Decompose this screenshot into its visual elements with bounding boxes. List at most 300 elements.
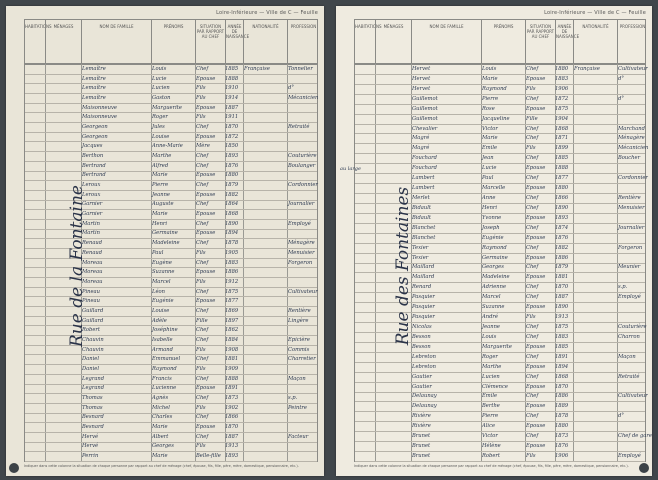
row-birth-year: 1880 — [555, 185, 569, 192]
row-relation: Chef — [196, 356, 209, 363]
row-family-name: Guillard — [82, 317, 104, 324]
row-relation: Chef — [526, 333, 539, 340]
row-profession: Couturière — [618, 324, 647, 330]
row-family-name: Daniel — [82, 356, 99, 363]
row-family-name: Brunet — [412, 453, 431, 460]
row-given-name: Emile — [482, 145, 498, 152]
row-profession: Ménagère — [288, 240, 315, 247]
row-birth-year: 1906 — [555, 453, 569, 460]
row-nationality: Française — [574, 65, 600, 72]
row-nationality — [574, 392, 616, 400]
col-nationalite: NATIONALITÉ — [243, 20, 287, 64]
row-profession: Cordonnier — [288, 182, 318, 189]
row-birth-year: 1913 — [225, 443, 239, 450]
row-relation: Chef — [526, 433, 539, 440]
row-nationality — [574, 323, 616, 331]
row-family-name: Chauvin — [82, 336, 104, 343]
row-birth-year: 1873 — [555, 433, 569, 440]
row-profession — [288, 297, 328, 305]
row-profession — [288, 133, 328, 141]
row-birth-year: 1891 — [555, 353, 569, 360]
row-relation: Chef — [196, 307, 209, 314]
row-relation: Epouse — [526, 274, 546, 281]
row-family-name: Hervé — [82, 443, 99, 450]
row-nationality — [244, 394, 286, 402]
row-family-name: Delaunay — [412, 393, 437, 400]
row-relation: Chef — [526, 294, 539, 301]
row-nationality — [574, 105, 616, 113]
row-profession — [288, 75, 328, 83]
row-relation: Fille — [196, 317, 208, 324]
row-profession — [618, 402, 658, 410]
row-nationality — [574, 234, 616, 242]
left-street-name: Rue de la Fontaine — [67, 185, 87, 347]
row-family-name: Renaud — [82, 240, 103, 247]
row-family-name: Pasquier — [412, 304, 435, 311]
row-family-name: Besson — [412, 333, 431, 340]
row-birth-year: 1886 — [555, 393, 569, 400]
row-birth-year: 1875 — [555, 324, 569, 330]
row-given-name: Jacqueline — [482, 115, 510, 122]
row-birth-year: 1870 — [225, 424, 239, 431]
row-family-name: Pasquier — [412, 314, 435, 321]
row-birth-year: 1890 — [225, 220, 239, 227]
row-nationality — [244, 123, 286, 131]
row-birth-year: 1869 — [225, 307, 239, 314]
row-relation: Fils — [196, 85, 206, 92]
row-nationality — [574, 273, 616, 281]
left-page-header: Loire-Inférieure — Ville de C — Feuille — [216, 10, 318, 16]
row-profession — [618, 363, 658, 371]
row-birth-year: 1877 — [225, 298, 239, 305]
row-family-name: Lebreton — [412, 353, 436, 360]
row-family-name: Robert — [82, 327, 100, 334]
row-relation: Epouse — [526, 185, 546, 192]
row-relation: Chef — [526, 204, 539, 211]
row-profession: Marchand — [618, 125, 645, 132]
row-birth-year: 1902 — [225, 404, 239, 411]
row-given-name: Marguerite — [482, 343, 512, 350]
row-nationality — [244, 191, 286, 199]
row-nationality — [574, 134, 616, 142]
row-family-name: Legrand — [82, 385, 105, 392]
row-given-name: Marie — [152, 453, 168, 460]
row-given-name: Jeanne — [482, 324, 500, 330]
row-relation: Epouse — [526, 234, 546, 241]
row-profession: Maçon — [288, 375, 306, 382]
row-family-name: Martin — [82, 230, 100, 237]
row-family-name: Moreau — [82, 259, 103, 266]
row-relation: Epouse — [526, 443, 546, 450]
col-annee: ANNÉE DE NAISSANCE — [225, 20, 243, 64]
row-birth-year: 1894 — [225, 230, 239, 237]
row-given-name: Marcelle — [482, 185, 506, 192]
row-profession: Employé — [288, 220, 311, 227]
row-relation: Fils — [526, 85, 536, 92]
row-nationality — [574, 293, 616, 301]
row-relation: Epouse — [196, 269, 216, 276]
row-birth-year: 1883 — [225, 259, 239, 266]
row-given-name: André — [482, 314, 498, 321]
row-given-name: Raymond — [152, 366, 177, 372]
row-birth-year: 1881 — [225, 356, 239, 363]
row-family-name: Lemaître — [82, 75, 106, 82]
row-family-name: Hervé — [82, 433, 99, 440]
row-family-name: Perrin — [82, 453, 99, 460]
row-nationality — [574, 184, 616, 192]
row-profession — [288, 423, 328, 431]
row-relation: Fils — [196, 278, 206, 285]
row-nationality — [244, 113, 286, 121]
row-nationality: Française — [244, 65, 270, 72]
row-given-name: Léon — [152, 288, 165, 295]
row-birth-year: 1890 — [555, 204, 569, 211]
row-birth-year: 1887 — [555, 294, 569, 301]
row-given-name: Germaine — [482, 254, 508, 261]
row-given-name: Jean — [482, 155, 494, 162]
left-footnote: Indiquer dans cette colonne la situation de chaque personne par rapport au chef de ménage (chef, épouse, fils, fille, père, mère, domestique, pensionnaire, etc.). — [24, 464, 299, 468]
row-nationality — [574, 95, 616, 103]
row-profession — [618, 422, 658, 430]
row-family-name: Maisonneuve — [82, 114, 117, 121]
row-relation: Epouse — [196, 230, 216, 237]
right-margin-note: au large — [340, 166, 361, 172]
row-birth-year: 1876 — [555, 443, 569, 450]
row-relation: Chef — [526, 135, 539, 142]
row-relation: Fils — [196, 114, 206, 121]
row-given-name: Raymond — [482, 85, 507, 92]
row-family-name: Jacques — [82, 143, 103, 150]
row-relation: Epouse — [526, 363, 546, 370]
col-situation: SITUATION PAR RAPPORT AU CHEF — [525, 20, 555, 64]
row-family-name: Brunet — [412, 443, 431, 450]
row-relation: Chef — [196, 288, 209, 295]
row-given-name: Adèle — [152, 317, 167, 324]
row-birth-year: 1871 — [555, 135, 569, 142]
row-family-name: Bidault — [412, 204, 431, 211]
row-given-name: Alfred — [152, 162, 169, 169]
row-given-name: Marie — [152, 424, 168, 431]
row-birth-year: 1870 — [555, 383, 569, 390]
column-rule — [45, 64, 46, 461]
row-profession — [618, 254, 658, 262]
row-given-name: Clémence — [482, 383, 509, 390]
row-nationality — [574, 452, 616, 460]
row-birth-year: 1893 — [225, 453, 239, 460]
row-relation: Chef — [526, 65, 539, 72]
right-page — [336, 6, 652, 476]
row-birth-year: 1885 — [555, 343, 569, 350]
row-relation: Chef — [526, 244, 539, 251]
row-profession: Journalier — [288, 201, 315, 208]
row-relation: Epouse — [526, 105, 546, 112]
row-nationality — [244, 278, 286, 286]
row-family-name: Blanchet — [412, 234, 436, 241]
row-given-name: Eugénie — [482, 234, 504, 241]
row-given-name: Alice — [482, 423, 496, 430]
row-family-name: Thomas — [82, 395, 103, 402]
row-given-name: Lucien — [482, 373, 500, 380]
row-birth-year: 1906 — [555, 85, 569, 92]
row-given-name: Lucie — [482, 165, 497, 172]
col-annee: ANNÉE DE NAISSANCE — [555, 20, 573, 64]
row-given-name: Louis — [482, 333, 497, 340]
row-relation: Chef — [196, 259, 209, 266]
row-relation: Chef — [526, 175, 539, 182]
row-birth-year: 1905 — [225, 249, 239, 256]
row-nationality — [244, 452, 286, 460]
row-profession — [288, 268, 328, 276]
row-nationality — [244, 133, 286, 141]
row-nationality — [574, 283, 616, 291]
row-profession: Employé — [618, 294, 641, 301]
row-relation: Epouse — [196, 298, 216, 305]
row-relation: Fils — [196, 94, 206, 101]
row-relation: Epouse — [196, 385, 216, 392]
row-given-name: Roger — [482, 353, 498, 360]
row-family-name: Legrand — [82, 375, 105, 382]
row-profession — [618, 115, 658, 123]
row-family-name: Chevalier — [412, 125, 438, 132]
row-nationality — [244, 297, 286, 305]
row-profession — [288, 104, 328, 112]
row-relation: Chef — [526, 373, 539, 380]
row-birth-year: 1876 — [225, 162, 239, 169]
row-birth-year: 1883 — [555, 75, 569, 82]
row-birth-year: 1877 — [555, 175, 569, 182]
row-family-name: Lambert — [412, 175, 435, 182]
row-profession: d° — [618, 75, 624, 82]
row-profession — [618, 303, 658, 311]
row-given-name: Gaston — [152, 94, 171, 101]
row-relation: Epouse — [196, 172, 216, 179]
row-profession: Menuisier — [288, 249, 315, 256]
row-nationality — [244, 336, 286, 344]
row-family-name: Maisonneuve — [82, 104, 117, 111]
row-relation: Epouse — [196, 104, 216, 111]
row-birth-year: 1913 — [555, 314, 569, 321]
row-birth-year: 1885 — [555, 155, 569, 162]
row-profession: s.p. — [618, 284, 628, 291]
row-relation: Chef — [526, 413, 539, 420]
row-relation: Chef — [526, 95, 539, 102]
row-family-name: Guillard — [82, 307, 104, 314]
row-profession: Maçon — [618, 353, 636, 360]
row-given-name: Anne-Marie — [152, 143, 183, 150]
row-nationality — [574, 303, 616, 311]
row-relation: Fils — [196, 443, 206, 450]
row-nationality — [244, 433, 286, 441]
row-relation: Chef — [526, 393, 539, 400]
row-given-name: Agnès — [152, 395, 169, 402]
row-profession: Rentière — [618, 194, 641, 201]
row-family-name: Berthon — [82, 152, 104, 159]
row-family-name: Garnier — [82, 201, 103, 208]
row-given-name: Jeanne — [152, 191, 170, 198]
row-nationality — [244, 259, 286, 267]
row-family-name: Besnard — [82, 424, 104, 431]
row-profession — [288, 384, 328, 392]
row-nationality — [244, 210, 286, 218]
row-profession — [288, 442, 328, 450]
row-profession — [288, 452, 328, 460]
row-given-name: Madeleine — [152, 240, 180, 247]
col-nom: NOM DE FAMILLE — [81, 20, 151, 64]
row-nationality — [244, 75, 286, 83]
row-relation: Epouse — [526, 75, 546, 82]
row-birth-year: 1885 — [225, 65, 239, 72]
row-nationality — [574, 115, 616, 123]
row-given-name: Michel — [152, 404, 170, 411]
left-table-header — [24, 19, 318, 65]
row-profession: d° — [618, 95, 624, 102]
row-relation: Chef — [526, 155, 539, 162]
row-profession: Journalier — [618, 224, 645, 231]
row-relation: Epouse — [196, 211, 216, 218]
row-relation: Chef — [526, 284, 539, 291]
row-birth-year: 1890 — [555, 304, 569, 311]
col-habitations: HABITATIONS — [25, 24, 52, 29]
row-relation: Chef — [526, 224, 539, 231]
row-profession — [618, 313, 658, 321]
row-nationality — [574, 214, 616, 222]
row-birth-year: 1910 — [225, 85, 239, 92]
row-nationality — [244, 442, 286, 450]
row-given-name: Pierre — [482, 95, 499, 102]
row-relation: Chef — [526, 353, 539, 360]
row-given-name: Joséphine — [152, 327, 178, 334]
row-relation: Epouse — [526, 165, 546, 172]
row-profession: Cordonnier — [618, 175, 648, 182]
row-relation: Chef — [196, 123, 209, 130]
row-relation: Epouse — [196, 133, 216, 140]
row-relation: Epouse — [526, 304, 546, 311]
row-family-name: Fouchard — [412, 155, 437, 162]
row-given-name: Lucienne — [152, 385, 177, 392]
row-family-name: Magré — [412, 135, 430, 142]
row-family-name: Bertrand — [82, 162, 106, 169]
row-profession: Boucher — [618, 155, 641, 162]
row-nationality — [574, 373, 616, 381]
row-profession: Charron — [618, 333, 640, 340]
row-profession — [288, 326, 328, 334]
row-birth-year: 1911 — [225, 114, 239, 121]
punch-hole-right — [639, 463, 649, 473]
row-nationality — [244, 162, 286, 170]
row-nationality — [244, 326, 286, 334]
row-family-name: Rivière — [412, 423, 431, 430]
row-given-name: Hélène — [482, 443, 501, 450]
row-nationality — [574, 125, 616, 133]
col-habitations: HABITATIONS — [355, 24, 382, 29]
row-family-name: Maillard — [412, 264, 435, 271]
row-nationality — [244, 307, 286, 315]
row-nationality — [574, 85, 616, 93]
row-family-name: Garnier — [82, 211, 103, 218]
row-relation: Fils — [526, 145, 536, 152]
row-profession: Peintre — [288, 404, 307, 411]
row-birth-year: 1899 — [555, 145, 569, 152]
row-family-name: Guillemot — [412, 95, 438, 102]
row-birth-year: 1880 — [555, 423, 569, 430]
row-nationality — [574, 383, 616, 391]
row-nationality — [574, 244, 616, 252]
row-family-name: Georgeon — [82, 123, 108, 130]
row-nationality — [244, 181, 286, 189]
row-relation: Chef — [196, 201, 209, 208]
row-nationality — [574, 442, 616, 450]
right-page-header: Loire-Inférieure — Ville de C — Feuille — [544, 10, 646, 16]
row-relation: Fils — [196, 346, 206, 353]
col-profession: PROFESSION — [287, 20, 319, 64]
row-birth-year: 1864 — [225, 201, 239, 208]
row-relation: Chef — [196, 327, 209, 334]
row-nationality — [574, 75, 616, 83]
row-birth-year: 1884 — [225, 336, 239, 343]
row-family-name: Besnard — [82, 414, 104, 421]
row-family-name: Bidault — [412, 214, 431, 221]
row-nationality — [574, 154, 616, 162]
row-profession: Forgeron — [618, 244, 643, 251]
row-profession — [618, 184, 658, 192]
row-relation: Chef — [196, 162, 209, 169]
row-nationality — [244, 423, 286, 431]
row-profession: Facteur — [288, 433, 309, 440]
row-family-name: Texier — [412, 254, 429, 261]
row-profession: Cultivateur — [618, 65, 648, 72]
row-rule — [355, 461, 645, 462]
row-profession — [618, 214, 658, 222]
row-relation: Epouse — [196, 75, 216, 82]
row-profession: Commis — [288, 346, 310, 353]
col-situation: SITUATION PAR RAPPORT AU CHEF — [195, 20, 225, 64]
row-nationality — [244, 375, 286, 383]
row-nationality — [244, 142, 286, 150]
row-birth-year: 1870 — [555, 284, 569, 291]
row-family-name: Gautier — [412, 373, 432, 380]
row-profession: Lingère — [288, 317, 309, 324]
row-family-name: Gautier — [412, 383, 432, 390]
col-nationalite: NATIONALITÉ — [573, 20, 617, 64]
row-birth-year: 1894 — [555, 363, 569, 370]
row-birth-year: 1887 — [225, 104, 239, 111]
row-family-name: Rivière — [412, 413, 431, 420]
col-menages: MÉNAGES — [375, 20, 411, 64]
row-given-name: Paul — [152, 249, 164, 256]
row-birth-year: 1879 — [225, 182, 239, 189]
row-given-name: Jules — [152, 123, 165, 130]
row-profession: Boulanger — [288, 162, 316, 169]
row-profession: d° — [288, 85, 294, 92]
row-given-name: Marcel — [482, 294, 501, 301]
row-relation: Fille — [526, 115, 538, 122]
row-profession: Rentière — [288, 307, 311, 314]
row-given-name: Joseph — [482, 224, 500, 231]
row-nationality — [244, 404, 286, 412]
row-nationality — [244, 365, 286, 373]
row-profession — [618, 105, 658, 113]
row-family-name: Pineau — [82, 298, 100, 305]
row-birth-year: 1878 — [225, 240, 239, 247]
row-profession — [288, 113, 328, 121]
row-family-name: Renaud — [82, 249, 103, 256]
row-given-name: Georges — [152, 443, 174, 450]
row-birth-year: 1868 — [555, 125, 569, 132]
row-nationality — [574, 174, 616, 182]
row-nationality — [574, 194, 616, 202]
row-family-name: Martin — [82, 220, 100, 227]
row-birth-year: 1880 — [225, 172, 239, 179]
